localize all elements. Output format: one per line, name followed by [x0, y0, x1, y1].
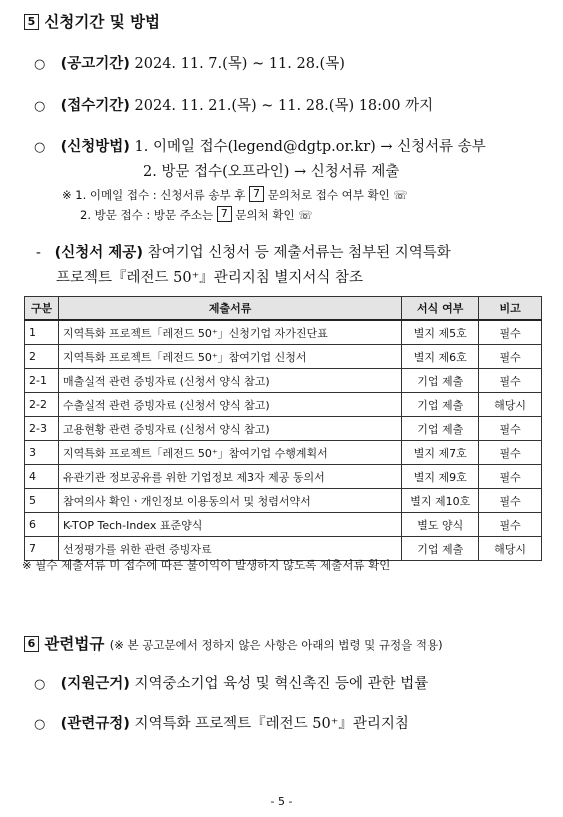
cell-document: 지역특화 프로젝트「레전드 50⁺」참여기업 신청서	[58, 345, 401, 369]
note-visit-suffix: 문의처 확인 ☏	[235, 208, 313, 222]
rules-text: 지역특화 프로젝트『레전드 50⁺』관리지침	[134, 716, 409, 732]
cell-category: 2	[25, 345, 59, 369]
table-row	[25, 369, 542, 393]
basis-text: 지역중소기업 육성 및 혁신촉진 등에 관한 법률	[134, 676, 429, 692]
cell-category: 2-3	[25, 417, 59, 441]
header-remarks: 비고	[479, 297, 542, 321]
note-visit	[80, 206, 313, 223]
dash-marker: -	[36, 245, 41, 261]
bullet-icon: ○	[34, 140, 46, 155]
receipt-label: (접수기간)	[60, 98, 130, 114]
section-title: 신청기간 및 방법	[44, 13, 161, 31]
table-row	[25, 513, 542, 537]
basis-label: (지원근거)	[60, 676, 130, 692]
receipt-period-line	[34, 94, 433, 115]
cell-form: 별지 제7호	[402, 441, 479, 465]
cell-remark: 필수	[479, 465, 542, 489]
cell-form: 별지 제6호	[402, 345, 479, 369]
forms-line-1	[36, 241, 451, 262]
cell-remark: 필수	[479, 489, 542, 513]
forms-text-2: 프로젝트『레전드 50⁺』관리지침 별지서식 참조	[56, 270, 364, 286]
cell-category: 4	[25, 465, 59, 489]
documents-table	[24, 296, 542, 561]
announce-label: (공고기간)	[60, 56, 130, 72]
cell-form: 기업 제출	[402, 537, 479, 561]
cell-category: 6	[25, 513, 59, 537]
section-title: 관련법규	[44, 635, 105, 653]
cell-remark: 필수	[479, 320, 542, 345]
table-row	[25, 441, 542, 465]
header-documents: 제출서류	[58, 297, 401, 321]
table-row	[25, 345, 542, 369]
cell-document: 지역특화 프로젝트「레전드 50⁺」참여기업 수행계획서	[58, 441, 401, 465]
cell-form: 기업 제출	[402, 417, 479, 441]
bullet-icon: ○	[34, 57, 46, 72]
table-footnote: ※ 필수 제출서류 미 접수에 따른 불이익이 발생하지 않도록 제출서류 확인	[22, 558, 391, 572]
table-header-row	[25, 297, 542, 321]
cell-form: 별지 제10호	[402, 489, 479, 513]
cell-remark: 해당시	[479, 537, 542, 561]
cell-document: 매출실적 관련 증빙자료 (신청서 양식 참고)	[58, 369, 401, 393]
cell-remark: 필수	[479, 513, 542, 537]
table-row	[25, 393, 542, 417]
bullet-icon: ○	[34, 99, 46, 114]
cell-document: 수출실적 관련 증빙자료 (신청서 양식 참고)	[58, 393, 401, 417]
page-number: - 5 -	[270, 795, 293, 808]
cell-category: 5	[25, 489, 59, 513]
header-form: 서식 여부	[402, 297, 479, 321]
table-row	[25, 320, 542, 345]
basis-line	[34, 672, 428, 693]
method-label: (신청방법)	[60, 139, 130, 155]
cell-category: 2-2	[25, 393, 59, 417]
announce-period-line	[34, 52, 345, 73]
rules-line	[34, 712, 409, 733]
header-category: 구분	[25, 297, 59, 321]
bullet-icon: ○	[34, 677, 46, 692]
cell-remark: 필수	[479, 417, 542, 441]
cell-category: 7	[25, 537, 59, 561]
cell-form: 별지 제9호	[402, 465, 479, 489]
table-row	[25, 417, 542, 441]
cell-form: 별지 제5호	[402, 320, 479, 345]
cell-category: 1	[25, 320, 59, 345]
rules-label: (관련규정)	[60, 716, 130, 732]
section-number-box: 6	[24, 636, 39, 652]
forms-line-2	[56, 266, 363, 287]
cell-form: 기업 제출	[402, 393, 479, 417]
cell-document: 참여의사 확인ㆍ개인정보 이용동의서 및 청렴서약서	[58, 489, 401, 513]
cell-document: 지역특화 프로젝트「레전드 50⁺」신청기업 자가진단표	[58, 320, 401, 345]
cell-category: 2-1	[25, 369, 59, 393]
cell-form: 기업 제출	[402, 369, 479, 393]
reference-box: 7	[217, 206, 232, 222]
cell-document: 유관기관 정보공유를 위한 기업정보 제3자 제공 동의서	[58, 465, 401, 489]
section-subtitle: (※ 본 공고문에서 정하지 않은 사항은 아래의 법령 및 규정을 적용)	[109, 638, 443, 652]
forms-text-1: 참여기업 신청서 등 제출서류는 첨부된 지역특화	[147, 245, 451, 261]
method-email: 1. 이메일 접수(legend@dgtp.or.kr) → 신청서류 송부	[134, 139, 486, 155]
cell-document: 고용현황 관련 증빙자료 (신청서 양식 참고)	[58, 417, 401, 441]
method-line-2	[143, 160, 399, 181]
method-line-1	[34, 135, 486, 156]
receipt-dates: 2024. 11. 21.(목) ~ 11. 28.(목) 18:00 까지	[134, 98, 434, 114]
bullet-icon: ○	[34, 717, 46, 732]
cell-form: 별도 양식	[402, 513, 479, 537]
cell-remark: 해당시	[479, 393, 542, 417]
cell-document: K-TOP Tech-Index 표준양식	[58, 513, 401, 537]
cell-remark: 필수	[479, 441, 542, 465]
forms-label: (신청서 제공)	[54, 245, 143, 261]
table-row	[25, 465, 542, 489]
announce-dates: 2024. 11. 7.(목) ~ 11. 28.(목)	[134, 56, 345, 72]
cell-category: 3	[25, 441, 59, 465]
method-visit: 2. 방문 접수(오프라인) → 신청서류 제출	[143, 164, 400, 180]
reference-box: 7	[249, 186, 264, 202]
note-visit-prefix: 2. 방문 접수 : 방문 주소는	[80, 208, 214, 222]
note-email-suffix: 문의처로 접수 여부 확인 ☏	[267, 188, 408, 202]
note-email-prefix: ※ 1. 이메일 접수 : 신청서류 송부 후	[62, 188, 246, 202]
section-5-heading	[24, 10, 160, 32]
section-number-box: 5	[24, 14, 39, 30]
cell-document: 선정평가를 위한 관련 증빙자료	[58, 537, 401, 561]
section-6-heading	[24, 632, 443, 654]
note-email	[62, 186, 408, 203]
table-row	[25, 489, 542, 513]
cell-remark: 필수	[479, 345, 542, 369]
cell-remark: 필수	[479, 369, 542, 393]
